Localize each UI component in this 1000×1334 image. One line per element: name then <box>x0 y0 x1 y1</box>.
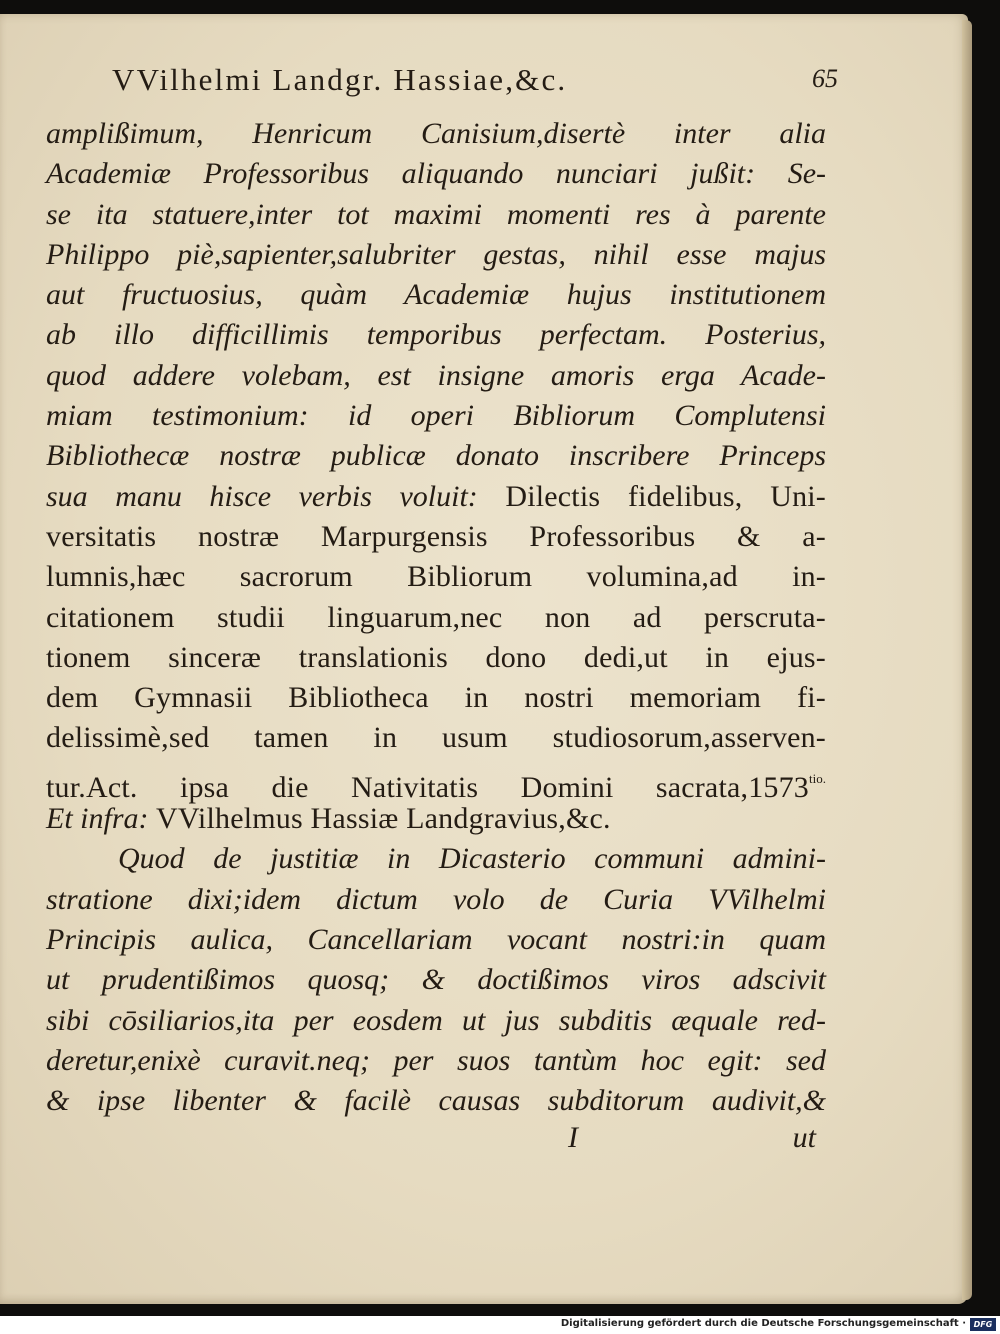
text-segment: citationem studii linguarum,nec non ad perscruta- <box>46 600 826 634</box>
text-segment: sibi cōsiliarios,ita per eosdem ut jus subditis æquale red- <box>46 1003 826 1037</box>
dfg-credit-bar <box>0 1316 1000 1334</box>
text-segment: stratione dixi;idem dictum volo de Curia VVilhelmi <box>46 882 826 916</box>
text-line <box>46 799 826 839</box>
catchword: ut <box>792 1121 816 1155</box>
text-segment: tur.Act. ipsa die Nativitatis Domini sacrata,1573 <box>46 770 810 804</box>
text-line <box>46 718 826 758</box>
text-segment: miam testimonium: id operi Bibliorum Complutensi <box>46 399 826 433</box>
text-segment: aut fructuosius, quàm Academiæ hujus institutionem <box>46 278 826 312</box>
text-segment: Dilectis fidelibus, Uni- <box>505 479 826 513</box>
text-segment: ut prudentißimos quosq; & doctißimos viros adscivit <box>46 963 826 997</box>
text-segment: Academiæ Professoribus aliquando nunciari jußit: Se- <box>46 157 826 191</box>
text-line <box>46 1041 826 1081</box>
text-segment: Philippo piè,sapienter,salubriter gestas, nihil esse majus <box>46 237 826 271</box>
text-line <box>46 598 826 638</box>
page-edge <box>962 20 972 1300</box>
dfg-logo: DFG <box>970 1318 996 1331</box>
text-line <box>46 839 826 879</box>
text-line <box>46 275 826 315</box>
text-segment: Quod de justitiæ in Dicasterio communi admini- <box>118 842 826 876</box>
text-segment: ab illo difficillimis temporibus perfectam. Posterius, <box>46 318 826 352</box>
text-line <box>46 436 826 476</box>
text-segment: versitatis nostræ Marpurgensis Professoribus & a- <box>46 519 826 553</box>
text-line <box>46 195 826 235</box>
text-segment: dem Gymnasii Bibliotheca in nostri memoriam fi- <box>46 681 826 715</box>
text-line <box>46 1081 826 1121</box>
text-segment: VVilhelmus Hassiæ Landgravius,&c. <box>156 802 611 836</box>
text-line <box>46 517 826 557</box>
text-segment: sua manu hisce verbis voluit: <box>46 479 506 513</box>
text-line <box>46 557 826 597</box>
text-line <box>46 920 826 960</box>
footer-line <box>46 1121 826 1163</box>
text-line <box>46 1001 826 1041</box>
running-head <box>46 58 838 114</box>
text-line <box>46 396 826 436</box>
text-segment: Bibliothecæ nostræ publicæ donato inscribere Princeps <box>46 439 826 473</box>
text-segment: amplißimum, Henricum Canisium,disertè inter alia <box>46 117 826 150</box>
text-segment: delissimè,sed tamen in usum studiosorum,asserven- <box>46 721 826 755</box>
text-line <box>46 154 826 194</box>
dfg-credit-text: Digitalisierung gefördert durch die Deutsche Forschungsgemeinschaft · <box>560 1318 966 1329</box>
text-segment: & ipse libenter & facilè causas subditorum audivit,& <box>46 1084 826 1118</box>
text-segment: deretur,enixè curavit.neq; per suos tantùm hoc egit: sed <box>46 1043 826 1077</box>
text-line <box>46 880 826 920</box>
text-line <box>46 356 826 396</box>
text-segment: Et infra: <box>46 802 156 836</box>
text-segment: quod addere volebam, est insigne amoris erga Acade- <box>46 358 826 392</box>
text-line <box>46 759 826 804</box>
text-block <box>46 58 838 1163</box>
superscript: tio. <box>809 770 826 786</box>
text-line <box>46 638 826 678</box>
text-segment: lumnis,hæc sacrorum Bibliorum volumina,ad in- <box>46 560 826 594</box>
body-text <box>46 114 826 1121</box>
text-segment: se ita statuere,inter tot maximi momenti res à parente <box>46 197 826 231</box>
text-line <box>46 235 826 275</box>
text-line <box>46 315 826 355</box>
text-line <box>46 477 826 517</box>
signature-mark: I <box>568 1121 578 1155</box>
text-segment: tionem sinceræ translationis dono dedi,ut in ejus- <box>46 640 826 674</box>
running-title: VVilhelmi Landgr. Hassiae,&c. <box>112 62 568 97</box>
text-segment: Principis aulica, Cancellariam vocant nostri:in quam <box>46 922 826 956</box>
text-line <box>46 678 826 718</box>
text-line <box>46 114 826 154</box>
text-line <box>46 960 826 1000</box>
page-number: 65 <box>812 64 838 93</box>
